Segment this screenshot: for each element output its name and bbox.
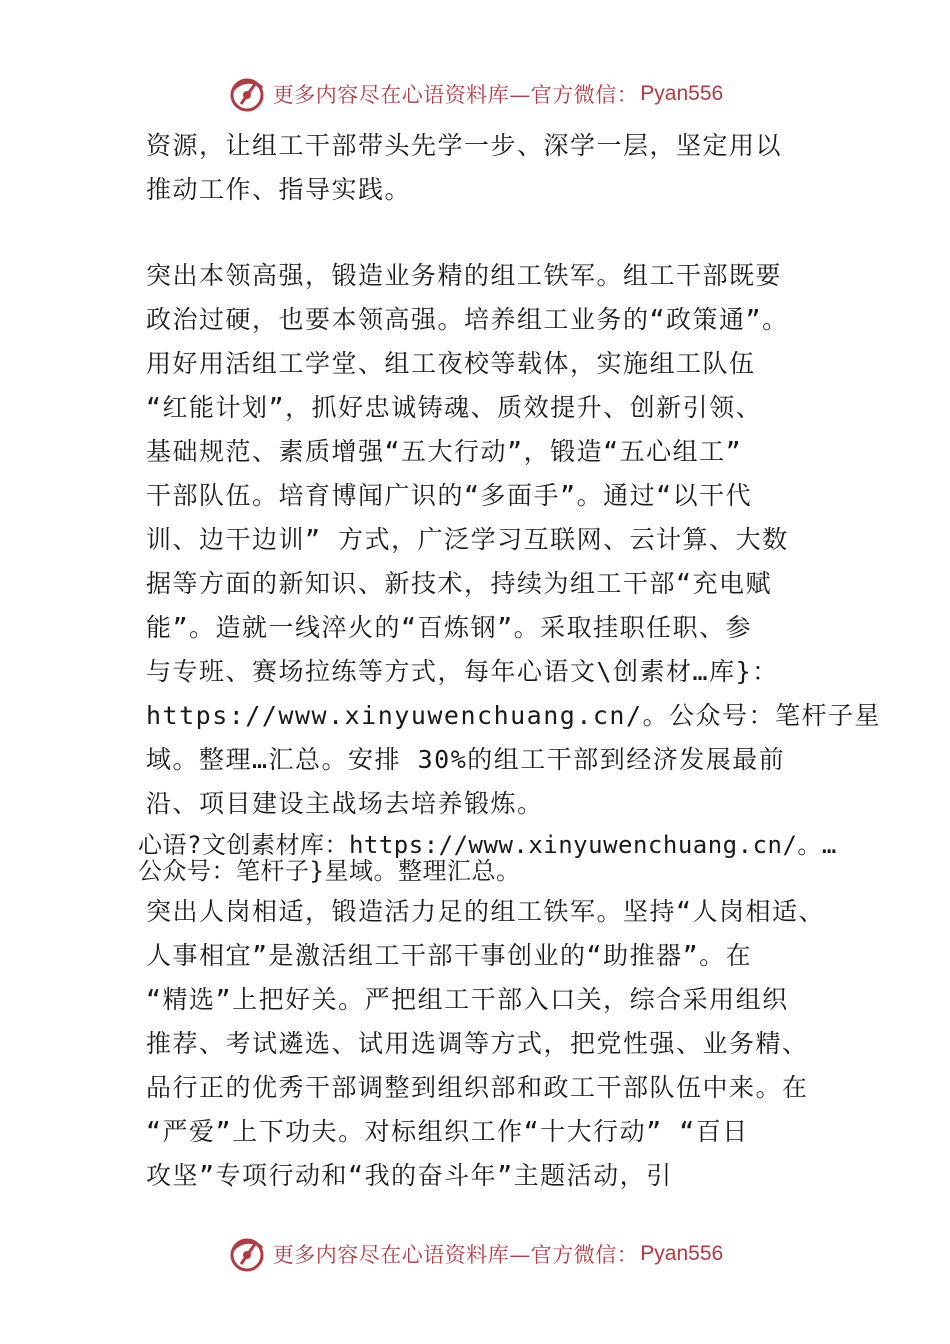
text-line: “精选”上把好关。严把组工干部入口关，综合采用组织 <box>146 985 789 1014</box>
header-banner <box>0 72 950 116</box>
text-line: 基础规范、素质增强“五大行动”，锻造“五心组工” <box>146 437 743 466</box>
xinyu-logo-icon <box>227 74 267 114</box>
text-line: 干部队伍。培育博闻广识的“多面手”。通过“以干代 <box>146 481 753 510</box>
text-line: “严爱”上下功夫。对标组织工作“十大行动” “百日 <box>146 1117 749 1146</box>
note-line: 公众号：笔杆子}星域。整理汇总。 <box>138 857 521 885</box>
note-line: 心语?文创素材库：https://www.xinyuwenchuang.cn/。… <box>138 831 837 859</box>
text-line: 品行正的优秀干部调整到组织部和政工干部队伍中来。在 <box>146 1073 809 1102</box>
document-body <box>138 124 882 1198</box>
text-line: 人事相宜”是激活组工干部干事创业的“助推器”。在 <box>146 941 753 970</box>
text-line: 用好用活组工学堂、组工夜校等载体，实施组工队伍 <box>146 349 756 378</box>
text-line: 突出本领高强，锻造业务精的组工铁军。组工干部既要 <box>146 261 783 290</box>
text-line: 推荐、考试遴选、试用选调等方式，把党性强、业务精、 <box>146 1029 809 1058</box>
text-line: 域。整理…汇总。安排 30%的组工干部到经济发展最前 <box>146 745 786 774</box>
banner-wechat-id: Pyan556 <box>640 82 724 105</box>
text-line: https://www.xinyuwenchuang.cn/。公众号：笔杆子星 <box>146 701 882 730</box>
text-line: 与专班、赛场拉练等方式，每年心语文\创素材…库}： <box>146 657 779 686</box>
footer-banner <box>0 1232 950 1276</box>
banner-wechat-id: Pyan556 <box>640 1242 724 1265</box>
text-line: 突出人岗相适，锻造活力足的组工铁军。坚持“人岗相适、 <box>146 897 826 926</box>
text-line: 沿、项目建设主战场去培养锻炼。 <box>146 789 544 818</box>
text-line: 攻坚”专项行动和“我的奋斗年”主题活动，引 <box>146 1161 673 1190</box>
text-line: 推动工作、指导实践。 <box>146 175 412 204</box>
xinyu-logo-icon <box>227 1234 267 1274</box>
text-line: “红能计划”，抓好忠诚铸魂、质效提升、创新引领、 <box>146 393 763 422</box>
source-note <box>138 831 846 885</box>
banner-text: 更多内容尽在心语资料库—官方微信： <box>272 83 639 107</box>
text-line: 训、边干边训” 方式，广泛学习互联网、云计算、大数 <box>146 525 789 554</box>
text-line: 能”。造就一线淬火的“百炼钢”。采取挂职任职、参 <box>146 613 753 642</box>
text-line: 据等方面的新知识、新技术，持续为组工干部“充电赋 <box>146 569 773 598</box>
banner-text: 更多内容尽在心语资料库—官方微信： <box>272 1243 639 1267</box>
text-line: 资源，让组工干部带头先学一步、深学一层，坚定用以 <box>146 131 783 160</box>
text-line: 政治过硬，也要本领高强。培养组工业务的“政策通”。 <box>146 305 789 334</box>
